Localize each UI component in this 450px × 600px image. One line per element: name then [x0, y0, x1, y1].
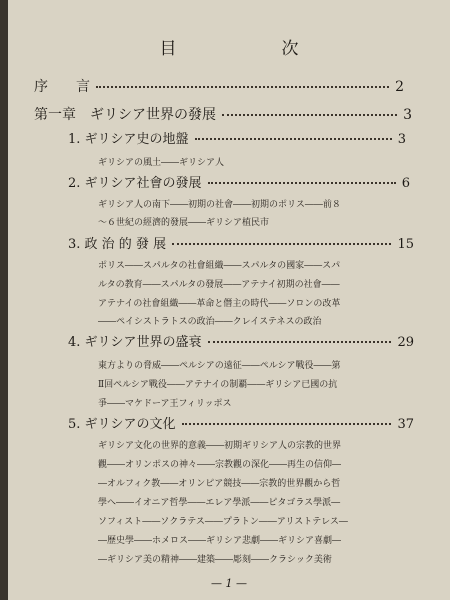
toc-page-number: 3 [397, 132, 406, 147]
toc-label: 5. ギリシアの文化 [68, 417, 176, 432]
dot-leader [208, 341, 392, 343]
toc-page-number: 15 [397, 237, 414, 252]
page-footer-number: — 1 — [211, 577, 247, 590]
toc-entry-section-5 [68, 413, 414, 432]
toc-label: 2. ギリシア社會の發展 [68, 176, 202, 191]
section-2-detail-line: ギリシア人の南下――初期の社會――初期のポリス――前８ [98, 200, 341, 210]
page-title: 目 次 [159, 39, 343, 59]
toc-label: 4. ギリシア世界の盛衰 [68, 335, 202, 350]
toc-page-number: 29 [397, 335, 414, 350]
dot-leader [172, 243, 391, 245]
toc-page-number: 2 [395, 79, 404, 95]
dot-leader [195, 138, 392, 140]
toc-label: 3. 政 治 的 發 展 [68, 237, 167, 252]
toc-entry-section-1 [68, 128, 406, 147]
section-3-detail-line: アテナイの社會組織――革命と僭主の時代――ソロンの改革 [98, 299, 341, 309]
section-4-detail-line: 爭――マケドーア王フィリッポス [98, 399, 232, 409]
section-5-detail-line: 觀――オリンポスの神々――宗教觀の深化――再生の信仰― [98, 460, 342, 470]
section-5-detail-line: 學へ――イオニア哲學――エレア學派――ピタゴラス學派― [98, 498, 341, 508]
section-1-detail-line: ギリシアの風土――ギリシア人 [98, 158, 225, 168]
toc-entry-preface [34, 76, 404, 96]
section-5-detail-line: ―歷史學――ホメロス――ギリシア悲劇――ギリシア喜劇― [98, 536, 342, 546]
toc-page-number: 3 [403, 107, 412, 123]
toc-label: 序 言 [34, 79, 90, 95]
section-3-detail-line: ――ペイシストラトスの政治――クレイステネスの政治 [98, 317, 322, 327]
toc-page-number: 6 [401, 176, 410, 191]
dot-leader [182, 423, 392, 425]
toc-entry-section-2 [68, 172, 410, 191]
toc-entry-chapter-1 [34, 104, 412, 124]
book-page [8, 0, 450, 600]
section-5-detail-line: ソフィスト――ソクラテス――プラトン――アリストテレス― [98, 517, 348, 527]
toc-entry-section-3 [68, 233, 414, 252]
section-2-detail-line: ～６世紀の經濟的發展――ギリシア植民市 [98, 218, 270, 228]
dot-leader [96, 86, 389, 88]
section-4-detail-line: Ⅱ回ペルシア戰役――アテナイの制覇――ギリシア已國の抗 [98, 380, 338, 390]
toc-page-number: 37 [397, 417, 414, 432]
toc-label: 第一章 ギリシア世界の發展 [34, 107, 216, 123]
section-5-detail-line: ―オルフィク教――オリンピア競技――宗教的世界觀から哲 [98, 479, 341, 489]
section-3-detail-line: ルタの教育――スパルタの發展――アテナイ初期の社會―― [98, 280, 340, 290]
toc-label: 1. ギリシア史の地盤 [68, 132, 189, 147]
section-5-detail-line: ギリシア文化の世界的意義――初期ギリシア人の宗教的世界 [98, 441, 342, 451]
section-3-detail-line: ポリス――スパルタの社會組織――スパルタの國家――スパ [98, 261, 341, 271]
toc-entry-section-4 [68, 331, 414, 350]
dot-leader [208, 182, 396, 184]
section-4-detail-line: 東方よりの脅威――ペルシアの遠征――ペルシア戰役――第 [98, 361, 341, 371]
dot-leader [222, 114, 397, 116]
section-5-detail-line: ―ギリシア美の精神――建築――彫刻――クラシック美術 [98, 555, 332, 565]
